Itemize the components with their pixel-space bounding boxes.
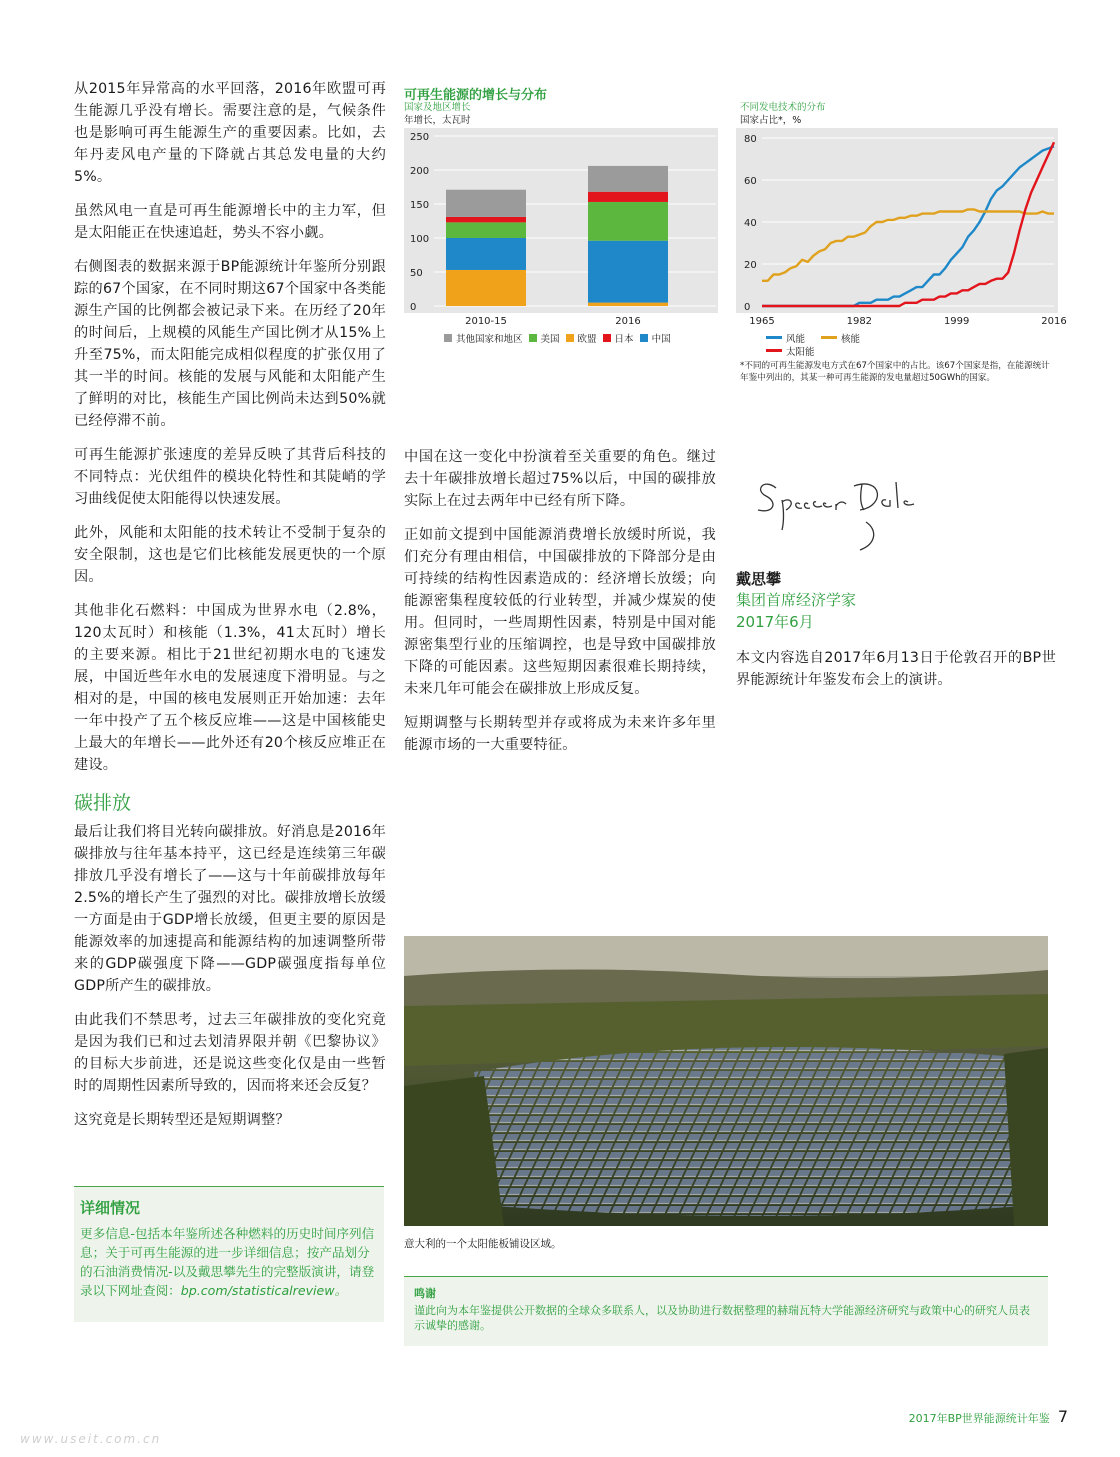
chart-footnote: *不同的可再生能源发电方式在67个国家中的占比。该67个国家是指，在能源统计年鉴中列出的，其某一种可再生能源的发电量超过50GWh的国家。 [740,361,1050,383]
legend-label: 核能 [841,334,861,345]
left-paragraph-6: 其他非化石燃料：中国成为世界水电（2.8%，120太瓦时）和核能（1.3%，41太瓦时）增长的主要来源。相比于21世纪初期水电的飞速发展，中国近些年水电的发展速度下滑明显。与之相对的是，中国的核电发展则正开始加速：去年一年中投产了五个核反应堆——这是中国核能史上最大的年增长——此外还有20个核反应堆正在建设。 [74,603,386,773]
mid-paragraph-2: 正如前文提到中国能源消费增长放缓时所说，我们充分有理由相信，中国碳排放的下降部分是由可持续的结构性因素造成的：经济增长放缓；向能源密集程度较低的行业转型，并减少煤炭的使用。但同时，一些周期性因素，特别是中国对能源密集型行业的压缩调控，也是导致中国碳排放下降的可能因素。这些短期因素很难长期持续，未来几年可能会在碳排放上形成反复。 [404,527,716,697]
legend-label: 其他国家和地区 [456,334,523,345]
signature [736,470,936,560]
line-chart-unit: 国家占比*，% [740,115,802,126]
bar-segment [446,222,526,238]
solar-panels-illustration [404,936,1048,1226]
solar-field-photo [404,936,1048,1226]
bar-chart-legend [444,333,704,346]
footer-title: 2017年BP世界能源统计年鉴 [908,1412,1050,1425]
bar-chart-subtitle: 国家及地区增长 [404,102,471,113]
legend-swatch [766,336,782,339]
details-url-link[interactable]: bp.com/statisticalreview。 [180,1283,348,1298]
ack-body: 谨此向为本年鉴提供公开数据的全球众多联系人，以及协助进行数据整理的赫瑞瓦特大学能源经济研究与政策中心的研究人员表示诚挚的感谢。 [414,1304,1030,1332]
bar-chart [404,128,718,330]
line-x-tick-label: 1999 [943,316,970,327]
line-legend-item [766,346,950,359]
line-y-tick-label: 40 [744,218,757,229]
details-text: 更多信息-包括本年鉴所述各种燃料的历史时间序列信息；关于可再生能源的进一步详细信息；按产品划分的石油消费情况-以及戴思攀先生的完整版演讲，请登录以下网址查阅： [80,1226,375,1298]
bar-segment [588,241,668,303]
line-chart-background [736,128,1058,313]
left-paragraph-1: 从2015年异常高的水平回落，2016年欧盟可再生能源几乎没有增长。需要注意的是，气候条件也是影响可再生能源生产的重要因素。比如，去年丹麦风电产量的下降就占其总发电量的大约5%。 [74,81,386,185]
line-x-tick-label: 1982 [846,316,873,327]
legend-label: 日本 [614,334,634,345]
mid-paragraph-1: 中国在这一变化中扮演着至关重要的角色。继过去十年碳排放增长超过75%以后，中国的碳排放实际上在过去两年中已经有所下降。 [404,449,716,509]
line-x-tick-label: 1965 [749,316,775,327]
details-box [74,1186,384,1322]
bar-segment [588,192,668,202]
bar-legend-item [529,333,560,346]
chart-main-title: 可再生能源的增长与分布 [404,88,548,103]
bar-segment [588,166,668,192]
legend-label: 中国 [651,334,671,345]
bar-legend-item [566,333,597,346]
legend-swatch [603,334,611,342]
bar-y-tick-label: 200 [410,166,430,177]
bar-legend-item [603,333,634,346]
bar-segment [446,217,526,222]
legend-swatch [640,334,648,342]
bar-y-tick-label: 250 [410,132,430,143]
source-note: 本文内容选自2017年6月13日于伦敦召开的BP世界能源统计年鉴发布会上的演讲。 [736,650,1056,688]
bar-y-tick-label: 150 [410,200,430,211]
legend-label: 风能 [786,334,806,345]
acknowledgement-box [404,1276,1048,1346]
author-name: 戴思攀 [736,570,782,588]
bar-y-tick-label: 50 [410,268,423,279]
legend-label: 太阳能 [786,347,815,358]
photo-caption: 意大利的一个太阳能板铺设区域。 [404,1238,562,1250]
legend-swatch [566,334,574,342]
legend-label: 欧盟 [577,334,597,345]
bar-segment [446,270,526,306]
line-y-tick-label: 60 [744,176,757,187]
page-footer [909,1407,1068,1426]
legend-label: 美国 [540,334,560,345]
left-column [74,78,386,1143]
left-paragraph-8: 由此我们不禁思考，过去三年碳排放的变化究竟是因为我们已和过去划清界限并朝《巴黎协议》的目标大步前进，还是说这些变化仅是由一些暂时的周期性因素所导致的，因而将来还会反复？ [74,1012,386,1094]
section-heading-carbon: 碳排放 [74,792,132,814]
left-paragraph-4: 可再生能源扩张速度的差异反映了其背后科技的不同特点：光伏组件的模块化特性和其陡峭的学习曲线促使太阳能得以快速发展。 [74,447,386,507]
line-y-tick-label: 20 [744,260,757,271]
bar-chart-subtitles [404,101,471,127]
bar-y-tick-label: 100 [410,234,430,245]
line-x-tick-label: 2016 [1041,316,1067,327]
bar-legend-item [444,333,523,346]
legend-swatch [444,334,452,342]
details-body [80,1224,378,1300]
bar-segment [446,190,526,217]
middle-column [404,446,716,768]
line-legend-item [766,333,805,346]
watermark: www.useit.com.cn [20,1432,162,1446]
left-paragraph-5: 此外，风能和太阳能的技术转让不受制于复杂的安全限制，这也是它们比核能发展更快的一个原因。 [74,525,386,585]
bar-y-tick-label: 0 [410,302,417,313]
mid-paragraph-3: 短期调整与长期转型并存或将成为未来许多年里能源市场的一大重要特征。 [404,715,716,753]
left-paragraph-3: 右侧图表的数据来源于BP能源统计年鉴所分别跟踪的67个国家，在不同时期这67个国家中各类能源生产国的比例都会被记录下来。在历经了20年的时间后，上规模的风能生产国比例才从15%上升至75%，而太阳能完成相似程度的扩张仅用了其一半的时间。核能的发展与风能和太阳能产生了鲜明的对比，核能生产国比例尚未达到50%就已经停滞不前。 [74,259,386,429]
line-y-tick-label: 80 [744,134,757,145]
legend-swatch [529,334,537,342]
line-chart-subtitles [740,101,826,127]
bar-segment [446,238,526,270]
right-column [736,470,1056,703]
legend-swatch [766,349,782,352]
left-paragraph-9: 这究竟是长期转型还是短期调整？ [74,1112,290,1128]
bar-x-tick-label: 2010-15 [465,316,507,327]
bar-segment [588,202,668,241]
author-date: 2017年6月 [736,613,814,631]
bar-x-tick-label: 2016 [615,316,641,327]
line-chart-subtitle: 不同发电技术的分布 [740,102,826,113]
line-legend-item [821,333,860,346]
bar-chart-unit: 年增长，太瓦时 [404,115,471,126]
line-chart [736,128,1067,330]
page-number: 7 [1057,1407,1068,1426]
bar-legend-item [640,333,671,346]
author-role: 集团首席经济学家 [736,591,857,609]
left-paragraph-2: 虽然风电一直是可再生能源增长中的主力军，但是太阳能正在快速追赶，势头不容小觑。 [74,203,386,241]
bar-segment [588,303,668,306]
legend-swatch [821,336,837,339]
details-title: 详细情况 [80,1199,141,1217]
left-paragraph-7: 最后让我们将目光转向碳排放。好消息是2016年碳排放与往年基本持平，这已经是连续第三年碳排放几乎没有增长了——这与十年前碳排放每年2.5%的增长产生了强烈的对比。碳排放增长放缓一方面是由于GDP增长放缓，但更主要的原因是能源效率的加速提高和能源结构的加速调整所带来的GDP碳强度下降——GDP碳强度指每单位GDP所产生的碳排放。 [74,824,386,994]
line-y-tick-label: 0 [744,302,751,313]
ack-title: 鸣谢 [414,1287,436,1300]
line-chart-legend [766,333,966,359]
